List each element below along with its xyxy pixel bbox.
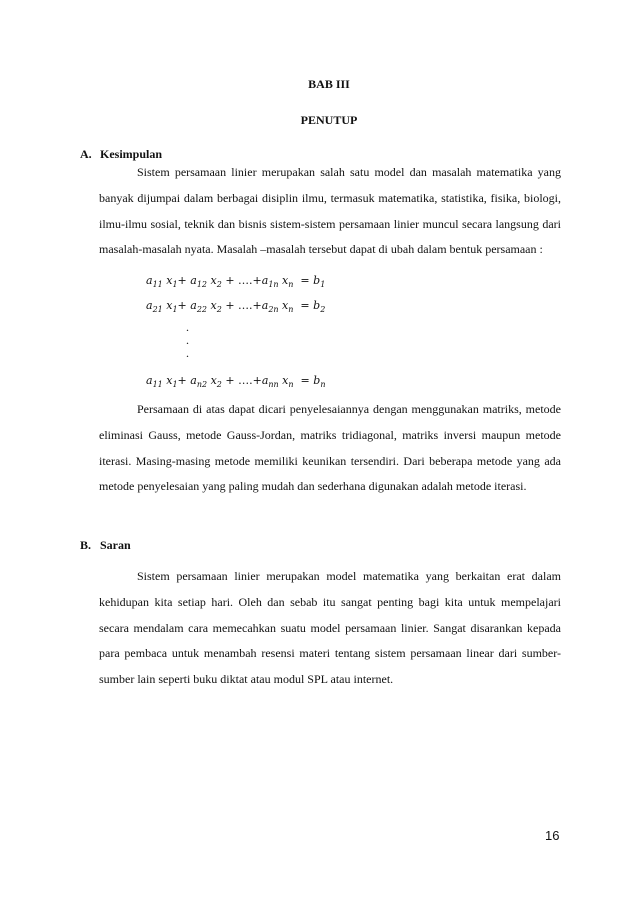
equation-row-2: $a_{21}$ $x_1+ a_{22}$ $x_2$ + $\dots.+a_{2n}$ $x_n = b_2$: [146, 299, 326, 315]
section-a-number: A.: [80, 147, 92, 161]
section-b-title: Saran: [100, 538, 131, 552]
section-b-number: B.: [80, 538, 92, 552]
section-a-paragraph-1: Sistem persamaan linier merupakan salah satu model dan masalah matematika yang banyak dijumpai dalam berbagai disiplin ilmu, termasuk matematika, statistika, fisika, biologi, ilmu-ilmu sosial, teknik dan bisnis sistem-sistem persamaan linier muncul secara langsung dari masalah-masalah nyata. Masalah –masalah tersebut dapat di ubah dalam bentuk persamaan :: [99, 165, 561, 257]
page-number: 16: [545, 828, 560, 843]
equation-row-n: $a_{11}$ $x_1+ a_{n2}$ $x_2$ + $\dots.+a_{nn}$ $x_n = b_n$: [146, 374, 326, 390]
chapter-title: BAB III: [308, 77, 350, 91]
equation-ellipsis: . . .: [186, 320, 189, 360]
section-b-paragraph: Sistem persamaan linier merupakan model matematika yang berkaitan erat dalam kehidupan kita setiap hari. Oleh dan sebab itu sangat penting bagi kita untuk mempelajari secara mendalam cara memecahkan suatu model persamaan linier. Sangat disarankan kepada para pembaca untuk menambah resensi materi tentang sistem persamaan linear dari sumber-sumber lain seperti buku diktat atau modul SPL atau internet.: [99, 569, 561, 687]
section-a-paragraph-2: Persamaan di atas dapat dicari penyelesaiannya dengan menggunakan matriks, metode eliminasi Gauss, metode Gauss-Jordan, matriks tridiagonal, matriks inversi maupun metode iterasi. Masing-masing metode memiliki keunikan tersendiri. Dari beberapa metode yang ada metode penyelesaian yang paling mudah dan sederhana digunakan adalah metode iterasi.: [99, 402, 561, 494]
section-a-title: Kesimpulan: [100, 147, 163, 161]
chapter-subtitle: PENUTUP: [300, 113, 358, 127]
equation-row-1: $a_{11}$ $x_1+ a_{12}$ $x_2$ + $\dots.+a_{1n}$ $x_n = b_1$: [146, 274, 326, 290]
section-b-heading: [80, 538, 131, 553]
